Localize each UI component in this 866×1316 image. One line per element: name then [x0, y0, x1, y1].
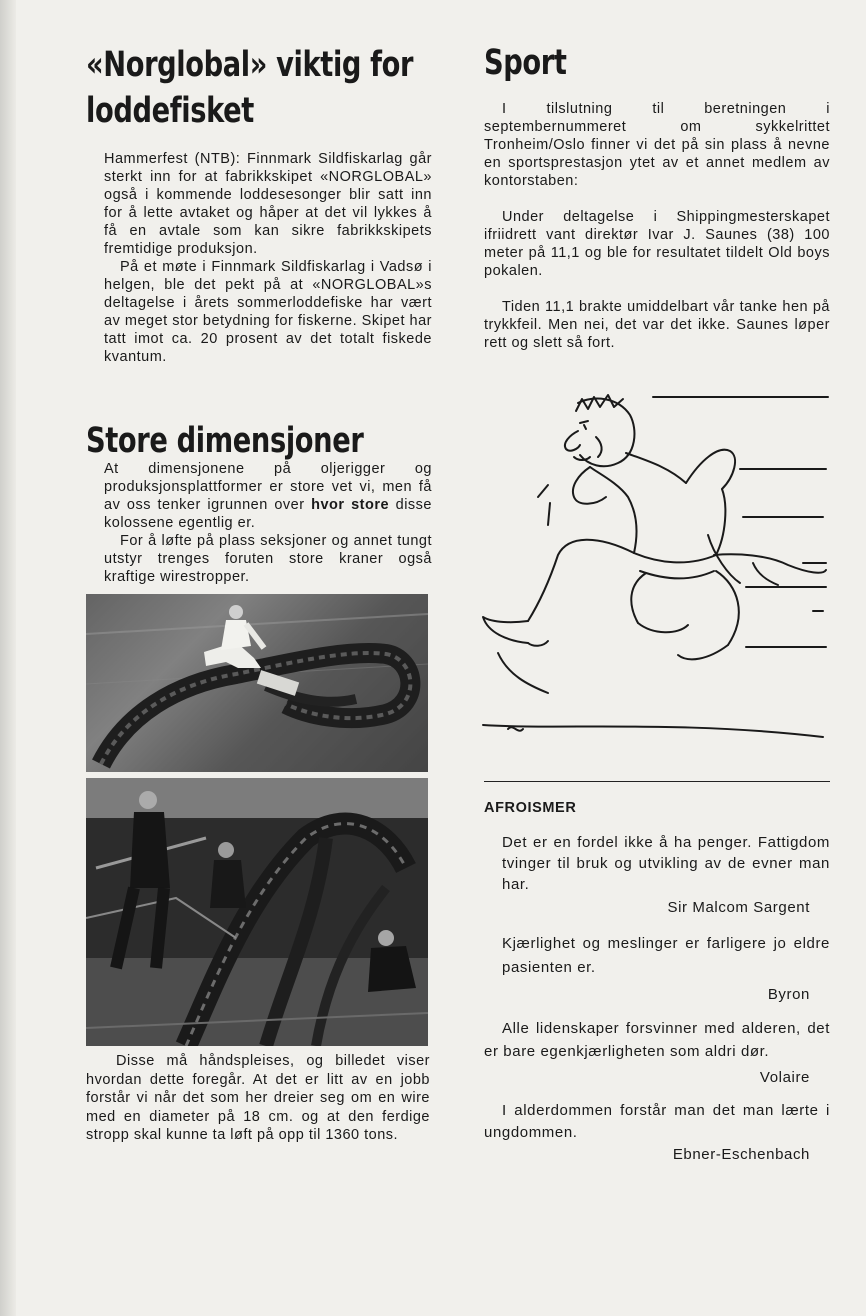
sport-headline	[484, 40, 830, 86]
headline-line-2: loddefisket	[86, 91, 254, 131]
paragraph-text: At dimensjonene på oljerigger og produksjonsplattformer er store vet vi, men få av oss tenker igrunnen over	[104, 461, 432, 513]
article-paragraph: Tiden 11,1 brakte umiddelbart vår tanke hen på trykkfeil. Men nei, det var det ikke. Saunes løper rett og slett så fort.	[484, 299, 830, 351]
photo-caption-block	[86, 1052, 430, 1145]
aphorism-text: Det er en fordel ikke å ha penger. Fattigdom tvinger til bruk og utvikling av de evner man har.	[502, 834, 830, 893]
sport-title: Sport	[484, 43, 567, 83]
bold-phrase: hvor store	[311, 497, 390, 513]
aphorism-text: Kjærlighet og meslinger er farligere jo eldre pasienten er.	[502, 935, 830, 976]
store-dimensjoner-article	[104, 460, 432, 586]
article-paragraph: Under deltagelse i Shippingmesterskapet ifriidrett vant direktør Ivar J. Saunes (38) 100 meter på 11,1 og ble for resultatet tildelt Old boys pokalen.	[484, 209, 830, 279]
aphorism-entry	[484, 832, 830, 916]
section-divider	[484, 781, 830, 782]
wire-splicing-photo-bottom	[86, 778, 428, 1046]
aphorisms-title: AFROISMER	[484, 800, 577, 816]
aphorisms-section	[484, 800, 830, 1163]
aphorism-author: Ebner-Eschenbach	[672, 1146, 810, 1163]
aphorism-entry	[484, 932, 830, 1003]
aphorism-text: I alderdommen forstår man det man lærte i ungdommen.	[484, 1102, 830, 1141]
aphorism-author: Sir Malcom Sargent	[667, 899, 810, 916]
wire-splicing-photo-top	[86, 594, 428, 772]
ground-line	[483, 725, 823, 737]
sport-article	[484, 100, 830, 352]
article-paragraph	[104, 460, 432, 532]
section-headline: Store dimensjoner	[86, 421, 364, 461]
wire-rope-illustration	[86, 594, 428, 772]
page-edge-shadow	[0, 0, 16, 1316]
workers-wire-illustration	[86, 778, 428, 1046]
aphorism-entry	[484, 1017, 830, 1086]
article-paragraph: For å løfte på plass seksjoner og annet tungt utstyr trenges foruten store kraner også kraftige wirestropper.	[104, 533, 432, 585]
paragraph-text: disse kolossene egentlig er.	[104, 497, 432, 531]
article-paragraph: Hammerfest (NTB): Finnmark Sildfiskarlag går sterkt inn for at fabrikkskipet «NORGLOBAL» også i kommende loddesesonger blir satt inn for å lette avtaket og håper at det vil lykkes å få en avtale som kan sikre fabrikkskipets fremtidige produksjon.	[104, 151, 432, 257]
aphorism-text: Alle lidenskaper forsvinner med alderen, det er bare egenkjærligheten som aldri dør.	[484, 1020, 830, 1060]
article-paragraph: I tilslutning til beretningen i septembernummeret om sykkelrittet Tronheim/Oslo finner vi det på sin plass å nevne en sportsprestasjon ytet av et annet medlem av kontorstaben:	[484, 101, 830, 189]
runner-cartoon	[478, 385, 832, 755]
aphorism-entry	[484, 1100, 830, 1163]
article-paragraph: På et møte i Finnmark Sildfiskarlag i Vadsø i helgen, ble det pekt på at «NORGLOBAL»s deltagelse i årets sommerloddefiske har vært av meget stor betydning for fiskerne. Skipet har tatt imot ca. 20 prosent av det totalt fiskede kvantum.	[104, 259, 432, 365]
headline-line-1: «Norglobal» viktig for	[86, 45, 414, 85]
aphorism-author: Byron	[767, 986, 810, 1003]
aphorism-author: Volaire	[759, 1069, 810, 1086]
photo-caption: Disse må håndspleises, og billedet viser hvordan dette foregår. At det er litt av en jobb forstår vi når det som her dreier seg om en wire med en diameter på 18 cm. og at den ferdige stropp skal kunne ta løft på opp til 1360 tons.	[86, 1053, 430, 1143]
norglobal-article	[104, 150, 432, 366]
